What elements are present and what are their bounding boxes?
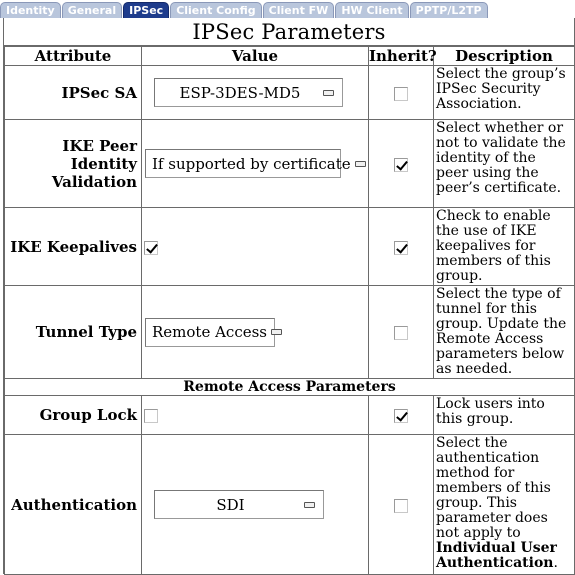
attribute-label: Tunnel Type — [5, 286, 142, 379]
column-header-value: Value — [142, 47, 369, 66]
attribute-label: Authentication — [5, 435, 142, 575]
section-heading-remote-access: Remote Access Parameters — [5, 379, 575, 396]
tunnel-type-inherit-checkbox[interactable] — [394, 326, 408, 340]
parameters-table — [4, 46, 575, 575]
tunnel-type-description: Select the type of tunnel for this group. Update the Remote Access parameters below as needed. — [434, 286, 575, 379]
dropdown-icon — [304, 502, 315, 508]
ipsec-sa-description: Select the group’s IPSec Security Association. — [434, 66, 575, 120]
tab-general[interactable]: General — [62, 2, 122, 18]
tunnel-type-selected-value: Remote Access — [152, 323, 268, 341]
column-header-description: Description — [434, 47, 575, 66]
dropdown-icon — [355, 161, 366, 167]
ike-keepalives-inherit-checkbox[interactable] — [394, 241, 408, 255]
attribute-label-line1: IKE Peer Identity — [62, 136, 137, 173]
ike-keepalives-description: Check to enable the use of IKE keepalives for members of this group. — [434, 208, 575, 286]
ike-keepalives-checkbox[interactable] — [144, 241, 158, 255]
dropdown-icon — [323, 90, 334, 96]
attribute-label: Group Lock — [5, 396, 142, 435]
section-row — [5, 379, 575, 396]
table-header-row — [5, 47, 575, 66]
group-lock-description: Lock users into this group. — [434, 396, 575, 435]
dropdown-icon — [271, 329, 282, 335]
row-ike-peer-identity-validation — [5, 120, 575, 208]
page-title: IPSec Parameters — [4, 18, 574, 46]
attribute-label: IKE Keepalives — [5, 208, 142, 286]
row-ike-keepalives — [5, 208, 575, 286]
tab-ipsec[interactable]: IPSec — [123, 2, 169, 18]
ipsec-sa-selected-value: ESP-3DES-MD5 — [179, 83, 301, 102]
tab-client-fw[interactable]: Client FW — [263, 2, 335, 18]
individual-user-auth-link-text: Individual User Authentication — [436, 540, 557, 571]
authentication-select[interactable] — [154, 490, 324, 519]
row-ipsec-sa — [5, 66, 575, 120]
group-lock-inherit-checkbox[interactable] — [394, 409, 408, 423]
tab-pptp-l2tp[interactable]: PPTP/L2TP — [410, 2, 488, 18]
authentication-selected-value: SDI — [216, 495, 245, 514]
row-group-lock — [5, 396, 575, 435]
tab-bar — [0, 0, 575, 18]
authentication-description: Select the authentication method for members of this group. This parameter does not apply to Individual User Authentication. — [434, 435, 575, 575]
attribute-label: IPSec SA — [5, 66, 142, 120]
column-header-inherit: Inherit? — [369, 47, 437, 65]
row-authentication — [5, 435, 575, 575]
group-lock-checkbox[interactable] — [144, 409, 158, 423]
ike-peer-description: Select whether or not to validate the identity of the peer using the peer’s certificate. — [434, 120, 575, 208]
ike-peer-validation-select[interactable] — [145, 149, 351, 178]
column-header-attribute: Attribute — [5, 47, 142, 66]
tab-hw-client[interactable]: HW Client — [335, 2, 408, 18]
tab-client-config[interactable]: Client Config — [170, 2, 261, 18]
tab-identity[interactable]: Identity — [0, 2, 61, 18]
row-tunnel-type — [5, 286, 575, 379]
attribute-label-line2: Validation — [51, 172, 137, 191]
ike-peer-validation-selected-value: If supported by certificate — [152, 154, 351, 173]
tunnel-type-select[interactable] — [145, 318, 275, 347]
parameters-panel — [3, 18, 575, 574]
authentication-inherit-checkbox[interactable] — [394, 499, 408, 513]
ipsec-sa-inherit-checkbox[interactable] — [394, 87, 408, 101]
ike-peer-inherit-checkbox[interactable] — [394, 158, 408, 172]
ipsec-sa-select[interactable] — [154, 78, 343, 107]
